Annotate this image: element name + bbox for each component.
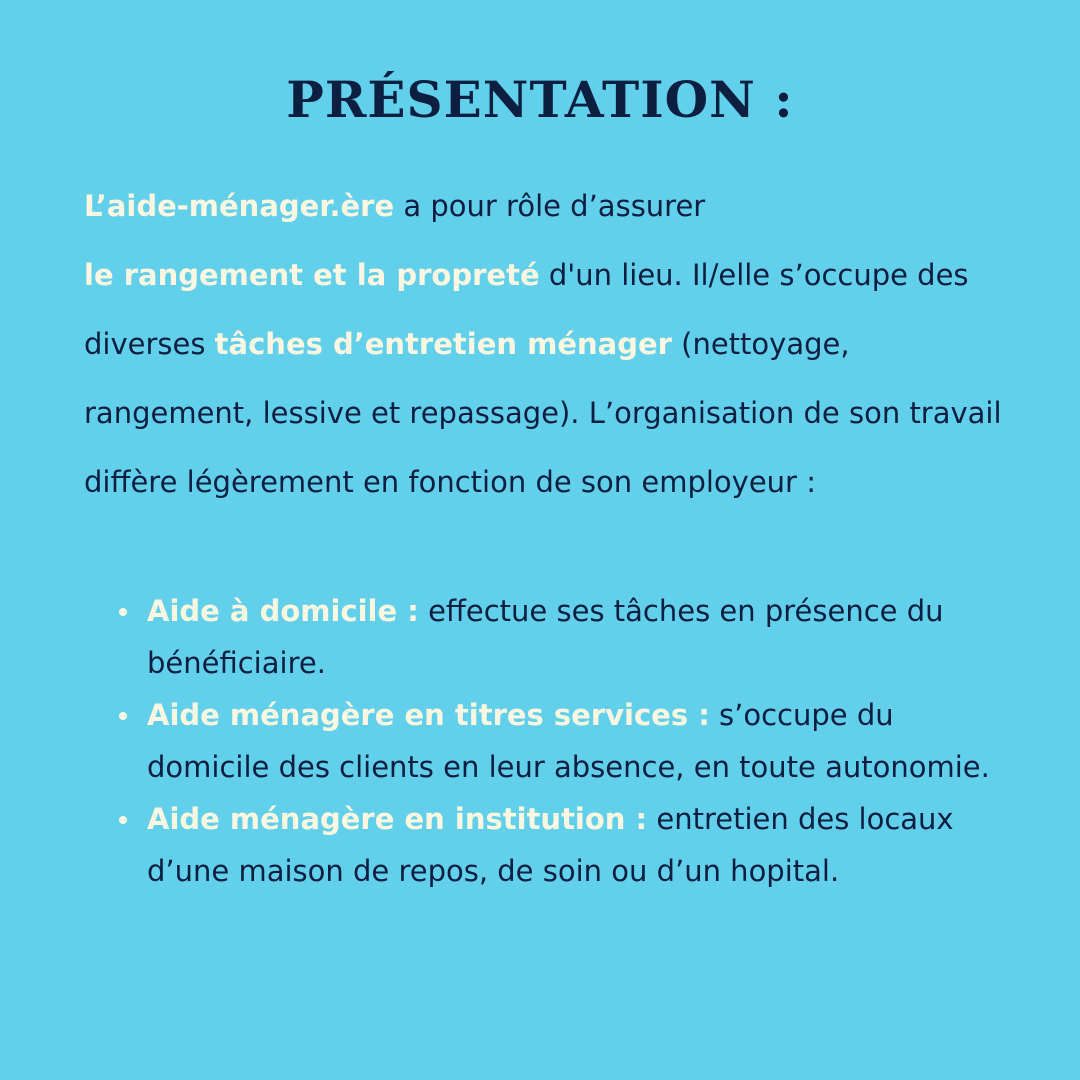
bullet-icon [119, 816, 127, 824]
bullet-icon [119, 608, 127, 616]
list-item-desc: effectue ses tâches en présence du bénéficiaire. [147, 594, 944, 680]
list-item-desc: s’occupe du domicile des clients en leur absence, en toute autonomie. [147, 698, 990, 784]
list-item [119, 585, 999, 689]
list-item-term: Aide à domicile : [147, 594, 419, 628]
intro-text-3: (nettoyage, rangement, lessive et repassage). L’organisation de son travail diffère légèrement en fonction de son employeur : [84, 327, 1002, 499]
list-item [119, 793, 999, 897]
intro-text-2: d'un lieu. Il/elle s’occupe des diverses [84, 258, 969, 361]
intro-text-1: a pour rôle d’assurer [394, 189, 706, 223]
employer-list [119, 585, 999, 897]
page-title: PRÉSENTATION : [286, 70, 794, 129]
highlight-role: le rangement et la propreté [84, 258, 540, 292]
intro-paragraph [84, 172, 1014, 517]
highlight-job-title: L’aide-ménager.ère [84, 189, 395, 223]
highlight-tasks: tâches d’entretien ménager [214, 327, 672, 361]
list-item-term: Aide ménagère en institution : [147, 802, 648, 836]
list-item-term: Aide ménagère en titres services : [147, 698, 710, 732]
bullet-icon [119, 712, 127, 720]
list-item-desc: entretien des locaux d’une maison de repos, de soin ou d’un hopital. [147, 802, 954, 888]
list-item [119, 689, 999, 793]
